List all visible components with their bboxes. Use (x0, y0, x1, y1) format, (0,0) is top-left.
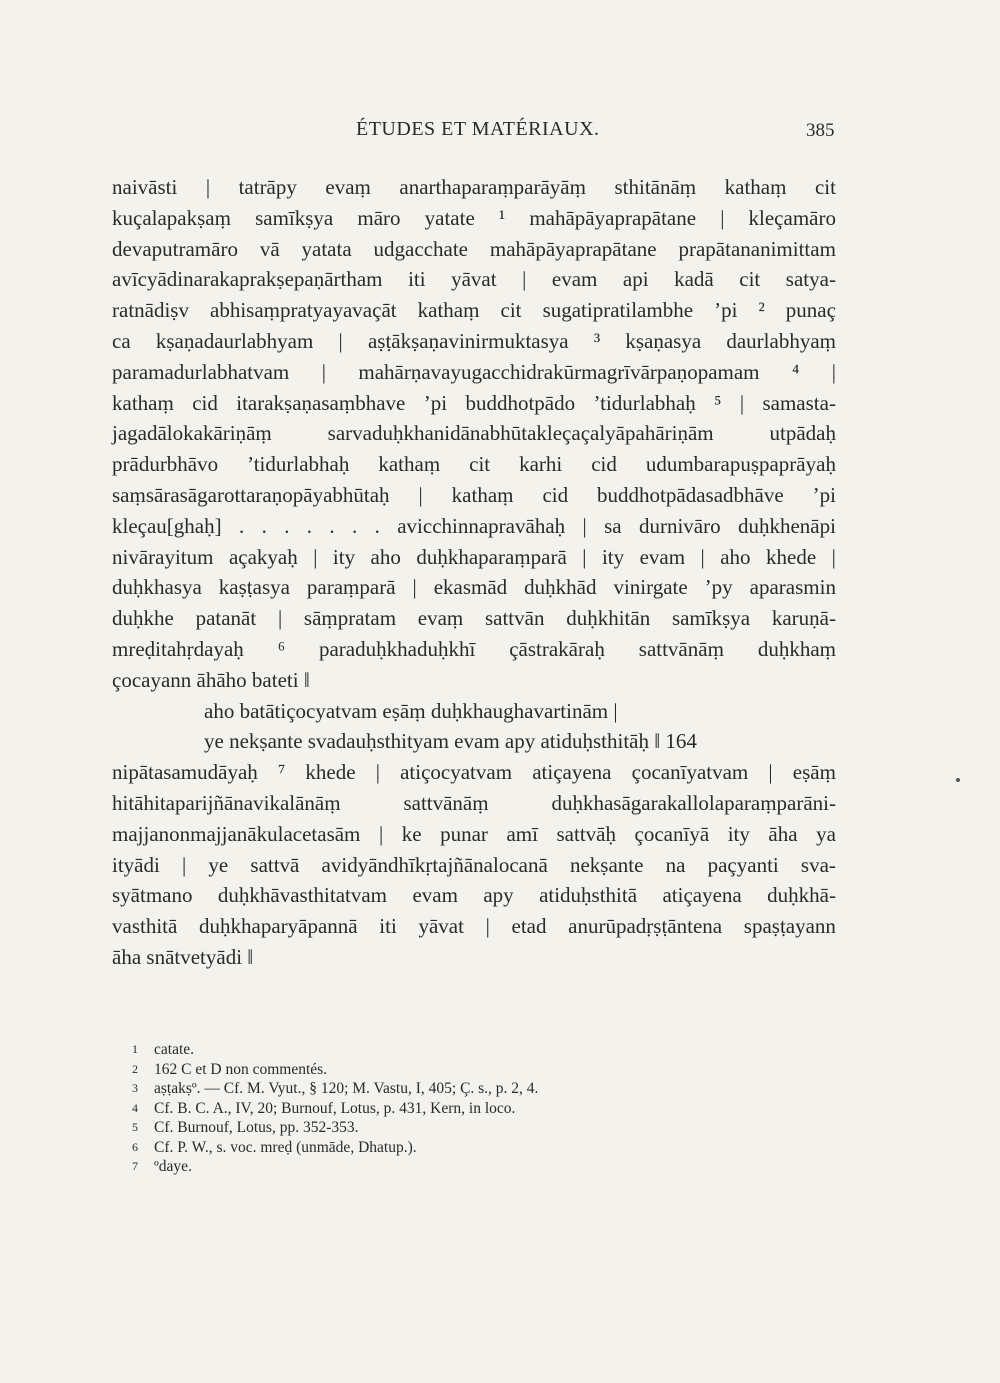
text-line: jagadālokakāriṇāṃ sarvaduḥkhanidānabhūtakleçaçalyāpahāriṇām utpādaḥ (112, 421, 836, 446)
text-line: kuçalapakṣaṃ samīkṣya māro yatate ¹ mahāpāyaprapātane | kleçamāro (112, 205, 836, 230)
footnote-text: Cf. B. C. A., IV, 20; Burnouf, Lotus, p. 431, Kern, in loco. (154, 1099, 516, 1117)
footnote-number: 5 (132, 1120, 138, 1134)
footnote-number: 6 (132, 1139, 138, 1154)
footnote-text: Cf. P. W., s. voc. mreḍ (unmāde, Dhatup.). (154, 1138, 417, 1156)
footnotes (132, 1040, 692, 1177)
footnote-text: aṣṭakṣº. — Cf. M. Vyut., § 120; M. Vastu, I, 405; Ç. s., p. 2, 4. (154, 1080, 539, 1097)
text-line: ca kṣaṇadaurlabhyam | aṣṭākṣaṇavinirmuktasya ³ kṣaṇasya daurlabhyaṃ (112, 328, 836, 353)
footnote (132, 1040, 692, 1060)
footnote-number: 7 (132, 1159, 138, 1173)
footnote-text: ºdaye. (154, 1158, 192, 1175)
verse-line: aho batātiçocyatvam eṣāṃ duḥkhaughavartinām | (204, 698, 618, 723)
text-line: prādurbhāvo ’tidurlabhaḥ kathaṃ cit karhi cid udumbarapuṣpaprāyaḥ (112, 452, 836, 477)
footnote (132, 1079, 692, 1099)
page-number: 385 (806, 120, 835, 141)
footnote-text: Cf. Burnouf, Lotus, pp. 352-353. (154, 1119, 359, 1136)
text-line: mreḍitahṛdayaḥ ⁶ paraduḥkhaduḥkhī çāstrakāraḥ sattvānāṃ duḥkhaṃ (112, 636, 836, 661)
text-line: avīcyādinarakaprakṣepaṇārtham iti yāvat | evam api kadā cit satya- (112, 267, 836, 292)
footnote-text: 162 C et D non commentés. (154, 1060, 328, 1078)
page-header (0, 118, 1000, 148)
footnote (132, 1118, 692, 1138)
text-line: ityādi | ye sattvā avidyāndhīkṛtajñānalocanā nekṣante na paçyanti sva- (112, 852, 836, 877)
text-line: ratnādiṣv abhisaṃpratyayavaçāt kathaṃ cit sugatipratilambhe ’pi ² punaç (112, 298, 836, 323)
text-line: çocayann āhāho bateti ‖ (112, 667, 310, 692)
text-line: vasthitā duḥkhaparyāpannā iti yāvat | etad anurūpadṛṣṭāntena spaṣṭayann (112, 914, 836, 939)
footnote-number: 1 (132, 1042, 138, 1056)
footnote-number: 2 (132, 1061, 138, 1076)
text-line: syātmano duḥkhāvasthitatvam evam apy atiduḥsthitā atiçayena duḥkhā- (112, 883, 836, 908)
text-line: āha snātvetyādi ‖ (112, 944, 254, 969)
text-line: naivāsti | tatrāpy evaṃ anarthaparaṃparāyāṃ sthitānāṃ kathaṃ cit (112, 175, 836, 199)
footnote (132, 1099, 692, 1119)
margin-mark (956, 778, 960, 782)
text-line: duḥkhe patanāt | sāṃpratam evaṃ sattvān duḥkhitān samīkṣya karuṇā- (112, 606, 836, 631)
text-line: majjanonmajjanākulacetasām | ke punar amī sattvāḥ çocanīyā ity āha ya (112, 821, 836, 846)
text-line: nivārayitum açakyaḥ | ity aho duḥkhaparaṃparā | ity evam | aho khede | (112, 544, 836, 569)
text-line: duḥkhasya kaṣṭasya paraṃparā | ekasmād duḥkhād vinirgate ’py aparasmin (112, 575, 836, 600)
footnote (132, 1060, 692, 1080)
footnote-text: catate. (154, 1041, 195, 1058)
footnote-number: 3 (132, 1081, 138, 1095)
text-line: saṃsārasāgarottaraṇopāyabhūtaḥ | kathaṃ cid buddhotpādasadbhāve ’pi (112, 482, 836, 507)
verse-line: ye nekṣante svadauḥsthityam evam apy atiduḥsthitāḥ ‖ 164 (204, 729, 697, 754)
text-line: kleçau[ghaḥ] . . . . . . . avicchinnapravāhaḥ | sa durnivāro duḥkhenāpi (112, 513, 836, 538)
main-text (112, 172, 836, 973)
text-line: devaputramāro vā yatata udgacchate mahāpāyaprapātane prapātananimittam (112, 236, 836, 261)
footnote (132, 1157, 692, 1177)
text-line: nipātasamudāyaḥ ⁷ khede | atiçocyatvam atiçayena çocanīyatvam | eṣāṃ (112, 760, 836, 785)
running-head: ÉTUDES ET MATÉRIAUX. (356, 118, 600, 140)
text-line: hitāhitaparijñānavikalānāṃ sattvānāṃ duḥkhasāgarakallolaparaṃparāni- (112, 790, 836, 815)
footnote-number: 4 (132, 1100, 138, 1115)
text-line: paramadurlabhatvam | mahārṇavayugacchidrakūrmagrīvārpaṇopamam ⁴ | (112, 359, 836, 384)
footnote (132, 1138, 692, 1158)
text-line: kathaṃ cid itarakṣaṇasaṃbhave ’pi buddhotpādo ’tidurlabhaḥ ⁵ | samasta- (112, 390, 836, 415)
